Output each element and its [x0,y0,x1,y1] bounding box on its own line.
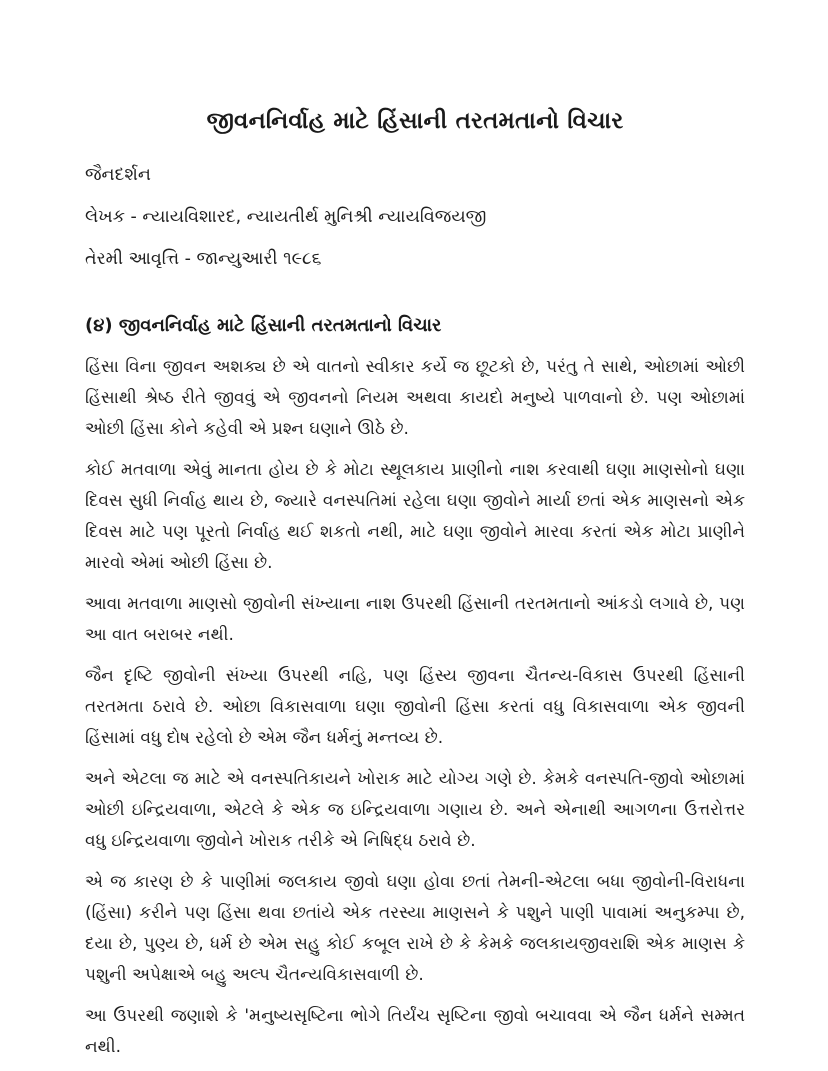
edition-line: તેરમી આવૃત્તિ - જાન્યુઆરી ૧૯૮૬ [85,249,322,269]
body-paragraph: હિંસા વિના જીવન અશક્ય છે એ વાતનો સ્વીકાર કર્યે જ છૂટકો છે, પરંતુ તે સાથે, ઓછામાં ઓછી હિંસાથી શ્રેષ્ઠ રીતે જીવવું એ જીવનનો નિયમ અથવા કાયદો મનુષ્યે પાળવાનો છે. પણ ઓછામાં ઓછી હિંસા કોને કહેવી એ પ્રશ્ન ઘણાને ઊઠે છે. [85,357,745,439]
author-line: લેખક - ન્યાયવિશારદ, ન્યાયતીર્થ મુનિશ્રી ન્યાયવિજયજી [85,207,487,227]
section-heading: (૪) જીવનનિર્વાહ માટે હિંસાની તરતમતાનો વિચાર [85,315,442,336]
body-paragraph: એ જ કારણ છે કે પાણીમાં જલકાય જીવો ઘણા હોવા છતાં તેમની-એટલા બધા જીવોની-વિરાધના (હિંસા) કરીને પણ હિંસા થવા છતાંયે એક તરસ્યા માણસને કે પશુને પાણી પાવામાં અનુકમ્પા છે, દયા છે, પુણ્ય છે, ધર્મ છે એમ સહુ કોઈ કબૂલ રાખે છે કે કેમકે જલકાયજીવરાશિ એક માણસ કે પશુની અપેક્ષાએ બહુ અલ્પ ચૈતન્યવિકાસવાળી છે. [85,872,745,985]
doc-title: જીવનનિર્વાહ માટે હિંસાની તરતમતાનો વિચાર [206,108,624,134]
body-paragraph: જૈન દૃષ્ટિ જીવોની સંખ્યા ઉપરથી નહિ, પણ હિંસ્ય જીવના ચૈતન્ય-વિકાસ ઉપરથી હિંસાની તરતમતા ઠરાવે છે. ઓછા વિકાસવાળા ઘણા જીવોની હિંસા કરતાં વધુ વિકાસવાળા એક જીવની હિંસામાં વધુ દોષ રહેલો છે એમ જૈન ધર્મનું મન્તવ્ય છે. [85,666,745,748]
body-paragraph: આવા મતવાળા માણસો જીવોની સંખ્યાના નાશ ઉપરથી હિંસાની તરતમતાનો આંકડો લગાવે છે, પણ આ વાત બરાબર નથી. [85,594,745,645]
body-paragraph: કોઈ મતવાળા એવું માનતા હોય છે કે મોટા સ્થૂલકાય પ્રાણીનો નાશ કરવાથી ઘણા માણસોનો ઘણા દિવસ સુધી નિર્વાહ થાય છે, જ્યારે વનસ્પતિમાં રહેલા ઘણા જીવોને માર્યા છતાં એક માણસનો એક દિવસ માટે પણ પૂરતો નિર્વાહ થઈ શકતો નથી, માટે ઘણા જીવોને મારવા કરતાં એક મોટા પ્રાણીને મારવો એમાં ઓછી હિંસા છે. [85,460,745,573]
body-paragraph: અને એટલા જ માટે એ વનસ્પતિકાયને ખોરાક માટે યોગ્ય ગણે છે. કેમકે વનસ્પતિ-જીવો ઓછામાં ઓછી ઇન્દ્રિયવાળા, એટલે કે એક જ ઇન્દ્રિયવાળા ગણાય છે. અને એનાથી આગળના ઉત્તરોત્તર વધુ ઇન્દ્રિયવાળા જીવોને ખોરાક તરીકે એ નિષિદ્ધ ઠરાવે છે. [85,769,745,851]
body-paragraph: આ ઉપરથી જણાશે કે 'મનુષ્યસૃષ્ટિના ભોગે તિર્યંચ સૃષ્ટિના જીવો બચાવવા એ જૈન ધર્મને સમ્મત નથી. [85,1006,745,1057]
school-label: જૈનદર્શન [85,165,151,185]
